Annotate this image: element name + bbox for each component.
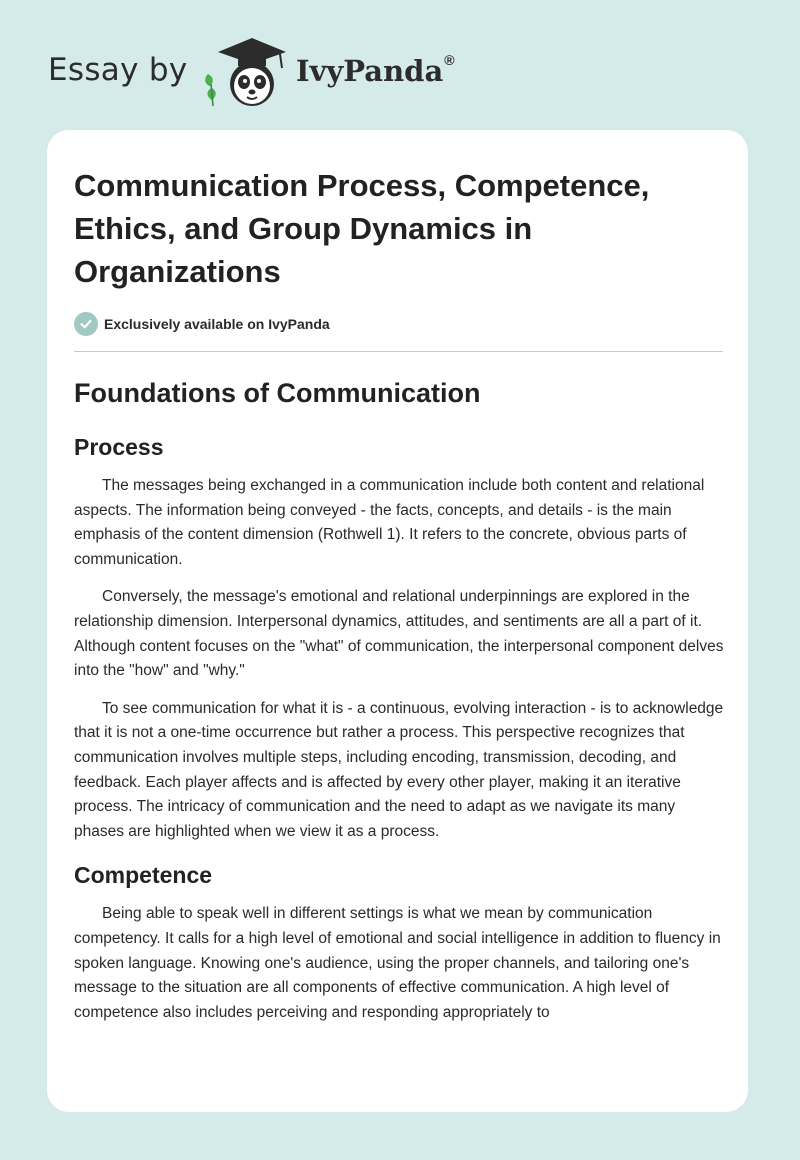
ivy-leaf-icon: [205, 74, 216, 106]
panda-graduate-logo-icon: [202, 34, 292, 110]
paragraph: The messages being exchanged in a communication include both content and relational aspects. The information being conveyed - the facts, concepts, and details - is the main emphasis of the content dimension (Rothwell 1). It refers to the concrete, obvious parts of communication.: [74, 477, 705, 568]
badge-label: Exclusively available on IvyPanda: [104, 316, 330, 332]
paragraph: Conversely, the message's emotional and relational underpinnings are explored in the relationship dimension. Interpersonal dynamics, attitudes, and sentiments are all a part of it. Although content focuses on the "what" of communication, the interpersonal component delves into the "how" and "why.": [74, 588, 724, 680]
paragraph: Being able to speak well in different settings is what we mean by communication competency. It calls for a high level of emotional and social intelligence in addition to fluency in spoken language. Knowing one's audience, using the proper channels, and tailoring one's message to the situation are all components of effective communication. A high level of competence also includes perceiving and responding appropriately to: [74, 905, 721, 1021]
subsection-heading-competence: Competence: [74, 862, 213, 889]
exclusive-badge: [74, 311, 724, 337]
subsection-heading-process: Process: [74, 434, 164, 460]
essay-by-text: Essay by: [48, 52, 188, 88]
registered-mark: ®: [444, 52, 455, 68]
site-header: [48, 34, 548, 114]
title-divider: [74, 351, 723, 352]
section-title: Foundations of Communication: [74, 378, 481, 408]
checkmark-icon: [74, 312, 98, 336]
essay-card: [47, 130, 748, 1112]
brand-name-text: IvyPanda: [296, 54, 444, 88]
essay-title: Communication Process, Competence, Ethics, and Group Dynamics in Organizations: [74, 168, 650, 289]
paragraph: To see communication for what it is - a continuous, evolving interaction - is to acknowledge that it is not a one-time occurrence but rather a process. This perspective recognizes that communication involves multiple steps, including encoding, transmission, decoding, and feedback. Each player affects and is affected by every other player, making it an iterative process. The intricacy of communication and the need to adapt as we navigate its many phases are highlighted when we view it as a process.: [74, 699, 724, 840]
essay-content: [74, 164, 724, 1025]
brand-name: [296, 54, 455, 88]
